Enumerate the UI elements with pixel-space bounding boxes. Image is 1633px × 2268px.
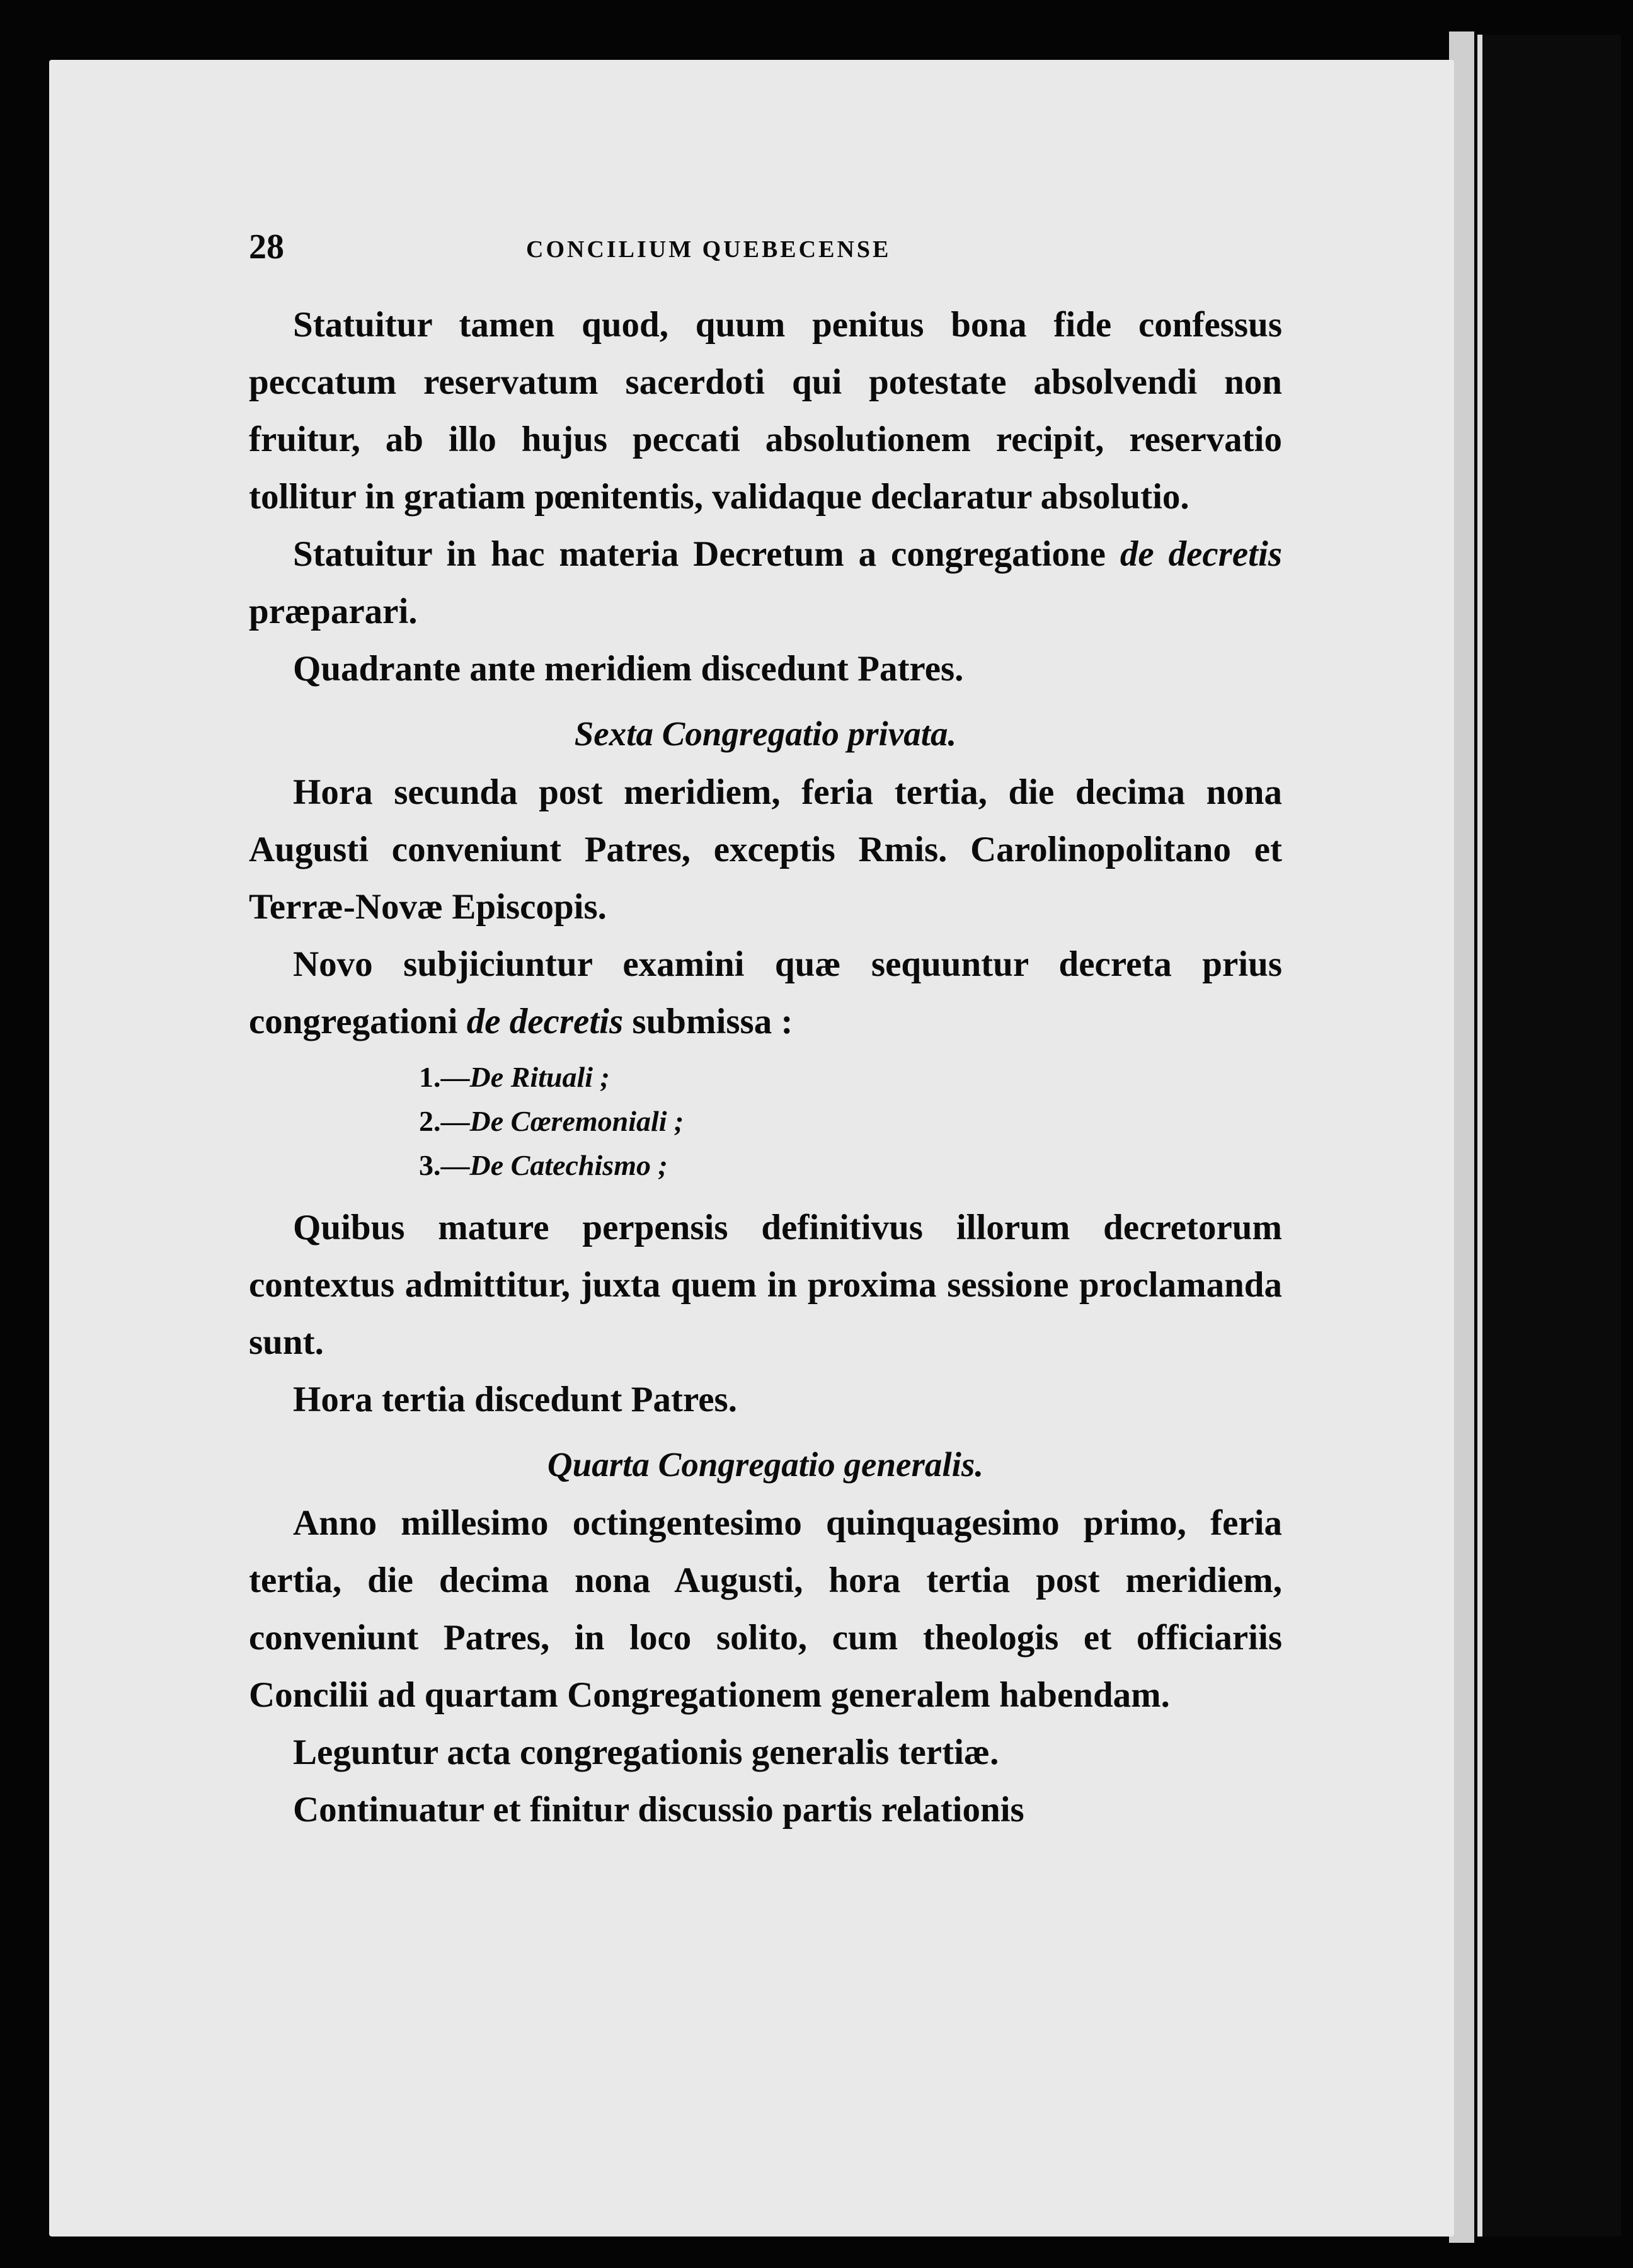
decree-list [419, 1055, 1282, 1188]
running-head: CONCILIUM QUEBECENSE [526, 236, 891, 263]
page-header [249, 227, 1282, 296]
section2-paragraph-3: Continuatur et finitur discussio partis relationis [293, 1790, 1024, 1830]
list-item: 3.—De Catechismo ; [419, 1149, 668, 1181]
section1-paragraph-4: Hora tertia discedunt Patres. [293, 1380, 737, 1419]
page-number: 28 [249, 227, 284, 266]
section1-paragraph-2-text: Novo subjiciuntur examini quæ sequuntur decreta prius congregationi [249, 944, 1282, 1041]
paragraph-2-italic: de decretis [1120, 534, 1283, 574]
paragraph-2-text-end: præparari. [249, 592, 418, 631]
section1-paragraph-3: Quibus mature perpensis definitivus illorum decretorum contextus admittitur, juxta quem in proxima sessione proclamanda sunt. [249, 1208, 1282, 1362]
page-content [249, 227, 1282, 1838]
section1-paragraph-2-italic: de decretis [466, 1002, 624, 1041]
paragraph-2-text: Statuitur in hac materia Decretum a congregatione [293, 534, 1120, 574]
facing-page-edge [1477, 35, 1621, 2236]
paragraph-2 [249, 525, 1282, 640]
section-title-sexta: Sexta Congregatio privata. [574, 714, 957, 753]
section2-paragraph-1: Anno millesimo octingentesimo quinquagesimo primo, feria tertia, die decima nona Augusti, hora tertia post meridiem, conveniunt Patres, in loco solito, cum theologis et officiariis Concilii ad quartam Congregationem generalem habendam. [249, 1503, 1282, 1715]
section1-paragraph-1: Hora secunda post meridiem, feria tertia, die decima nona Augusti conveniunt Patres, exceptis Rmis. Carolinopolitano et Terræ-Novæ Episcopis. [249, 772, 1282, 927]
section2-paragraph-2: Leguntur acta congregationis generalis tertiæ. [293, 1732, 999, 1772]
section-title-quarta: Quarta Congregatio generalis. [547, 1445, 984, 1484]
list-item: 1.—De Rituali ; [419, 1061, 610, 1093]
list-item: 2.—De Cœremoniali ; [419, 1105, 684, 1137]
paragraph-3: Quadrante ante meridiem discedunt Patres. [293, 649, 964, 689]
section1-paragraph-2 [249, 936, 1282, 1050]
section1-paragraph-2-text-end: submissa : [623, 1002, 793, 1041]
paragraph-1: Statuitur tamen quod, quum penitus bona fide confessus peccatum reservatum sacerdoti qui potestate absolvendi non fruitur, ab illo hujus peccati absolutionem recipit, reservatio tollitur in gratiam pœnitentis, validaque declaratur absolutio. [249, 305, 1282, 517]
